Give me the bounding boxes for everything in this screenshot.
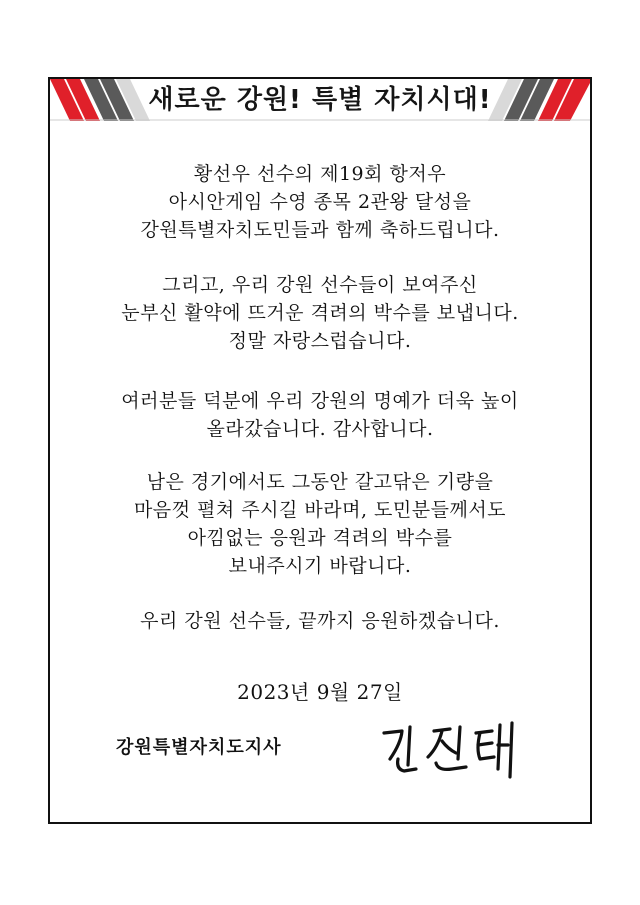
paragraph-line: 보내주시기 바랍니다. [228, 555, 412, 577]
banner [50, 79, 590, 121]
paragraph-line: 올라갔습니다. 감사합니다. [206, 418, 434, 440]
paragraph-line: 아시안게임 수영 종목 2관왕 달성을 [168, 191, 472, 213]
handwritten-signature [376, 719, 526, 781]
paragraph-remaining-games [50, 468, 590, 580]
paragraph-line: 아낌없는 응원과 격려의 박수를 [187, 527, 453, 549]
paragraph-line: 마음껏 펼쳐 주시길 바라며, 도민분들께서도 [133, 499, 507, 521]
letter-frame [48, 77, 592, 824]
paragraph-closing [50, 607, 590, 635]
paragraph-line: 여러분들 덕분에 우리 강원의 명예가 더욱 높이 [121, 390, 519, 412]
paragraph-line: 눈부신 활약에 뜨거운 격려의 박수를 보냅니다. [121, 302, 519, 324]
paragraph-congratulations [50, 160, 590, 244]
paragraph-line: 강원특별자치도민들과 함께 축하드립니다. [140, 219, 500, 241]
banner-title: 새로운 강원! 특별 자치시대! [148, 85, 492, 115]
paragraph-line: 남은 경기에서도 그동안 갈고닦은 기량을 [146, 471, 494, 493]
paragraph-honor [50, 387, 590, 443]
paragraph-applause [50, 271, 590, 355]
paragraph-line: 그리고, 우리 강원 선수들이 보여주신 [162, 274, 478, 296]
paragraph-line: 정말 자랑스럽습니다. [228, 330, 412, 352]
letter-date: 2023년 9월 27일 [237, 680, 403, 704]
signer-title: 강원특별자치도지사 [116, 737, 282, 758]
paragraph-line: 황선우 선수의 제19회 항저우 [193, 163, 447, 185]
paragraph-line: 우리 강원 선수들, 끝까지 응원하겠습니다. [140, 610, 500, 632]
